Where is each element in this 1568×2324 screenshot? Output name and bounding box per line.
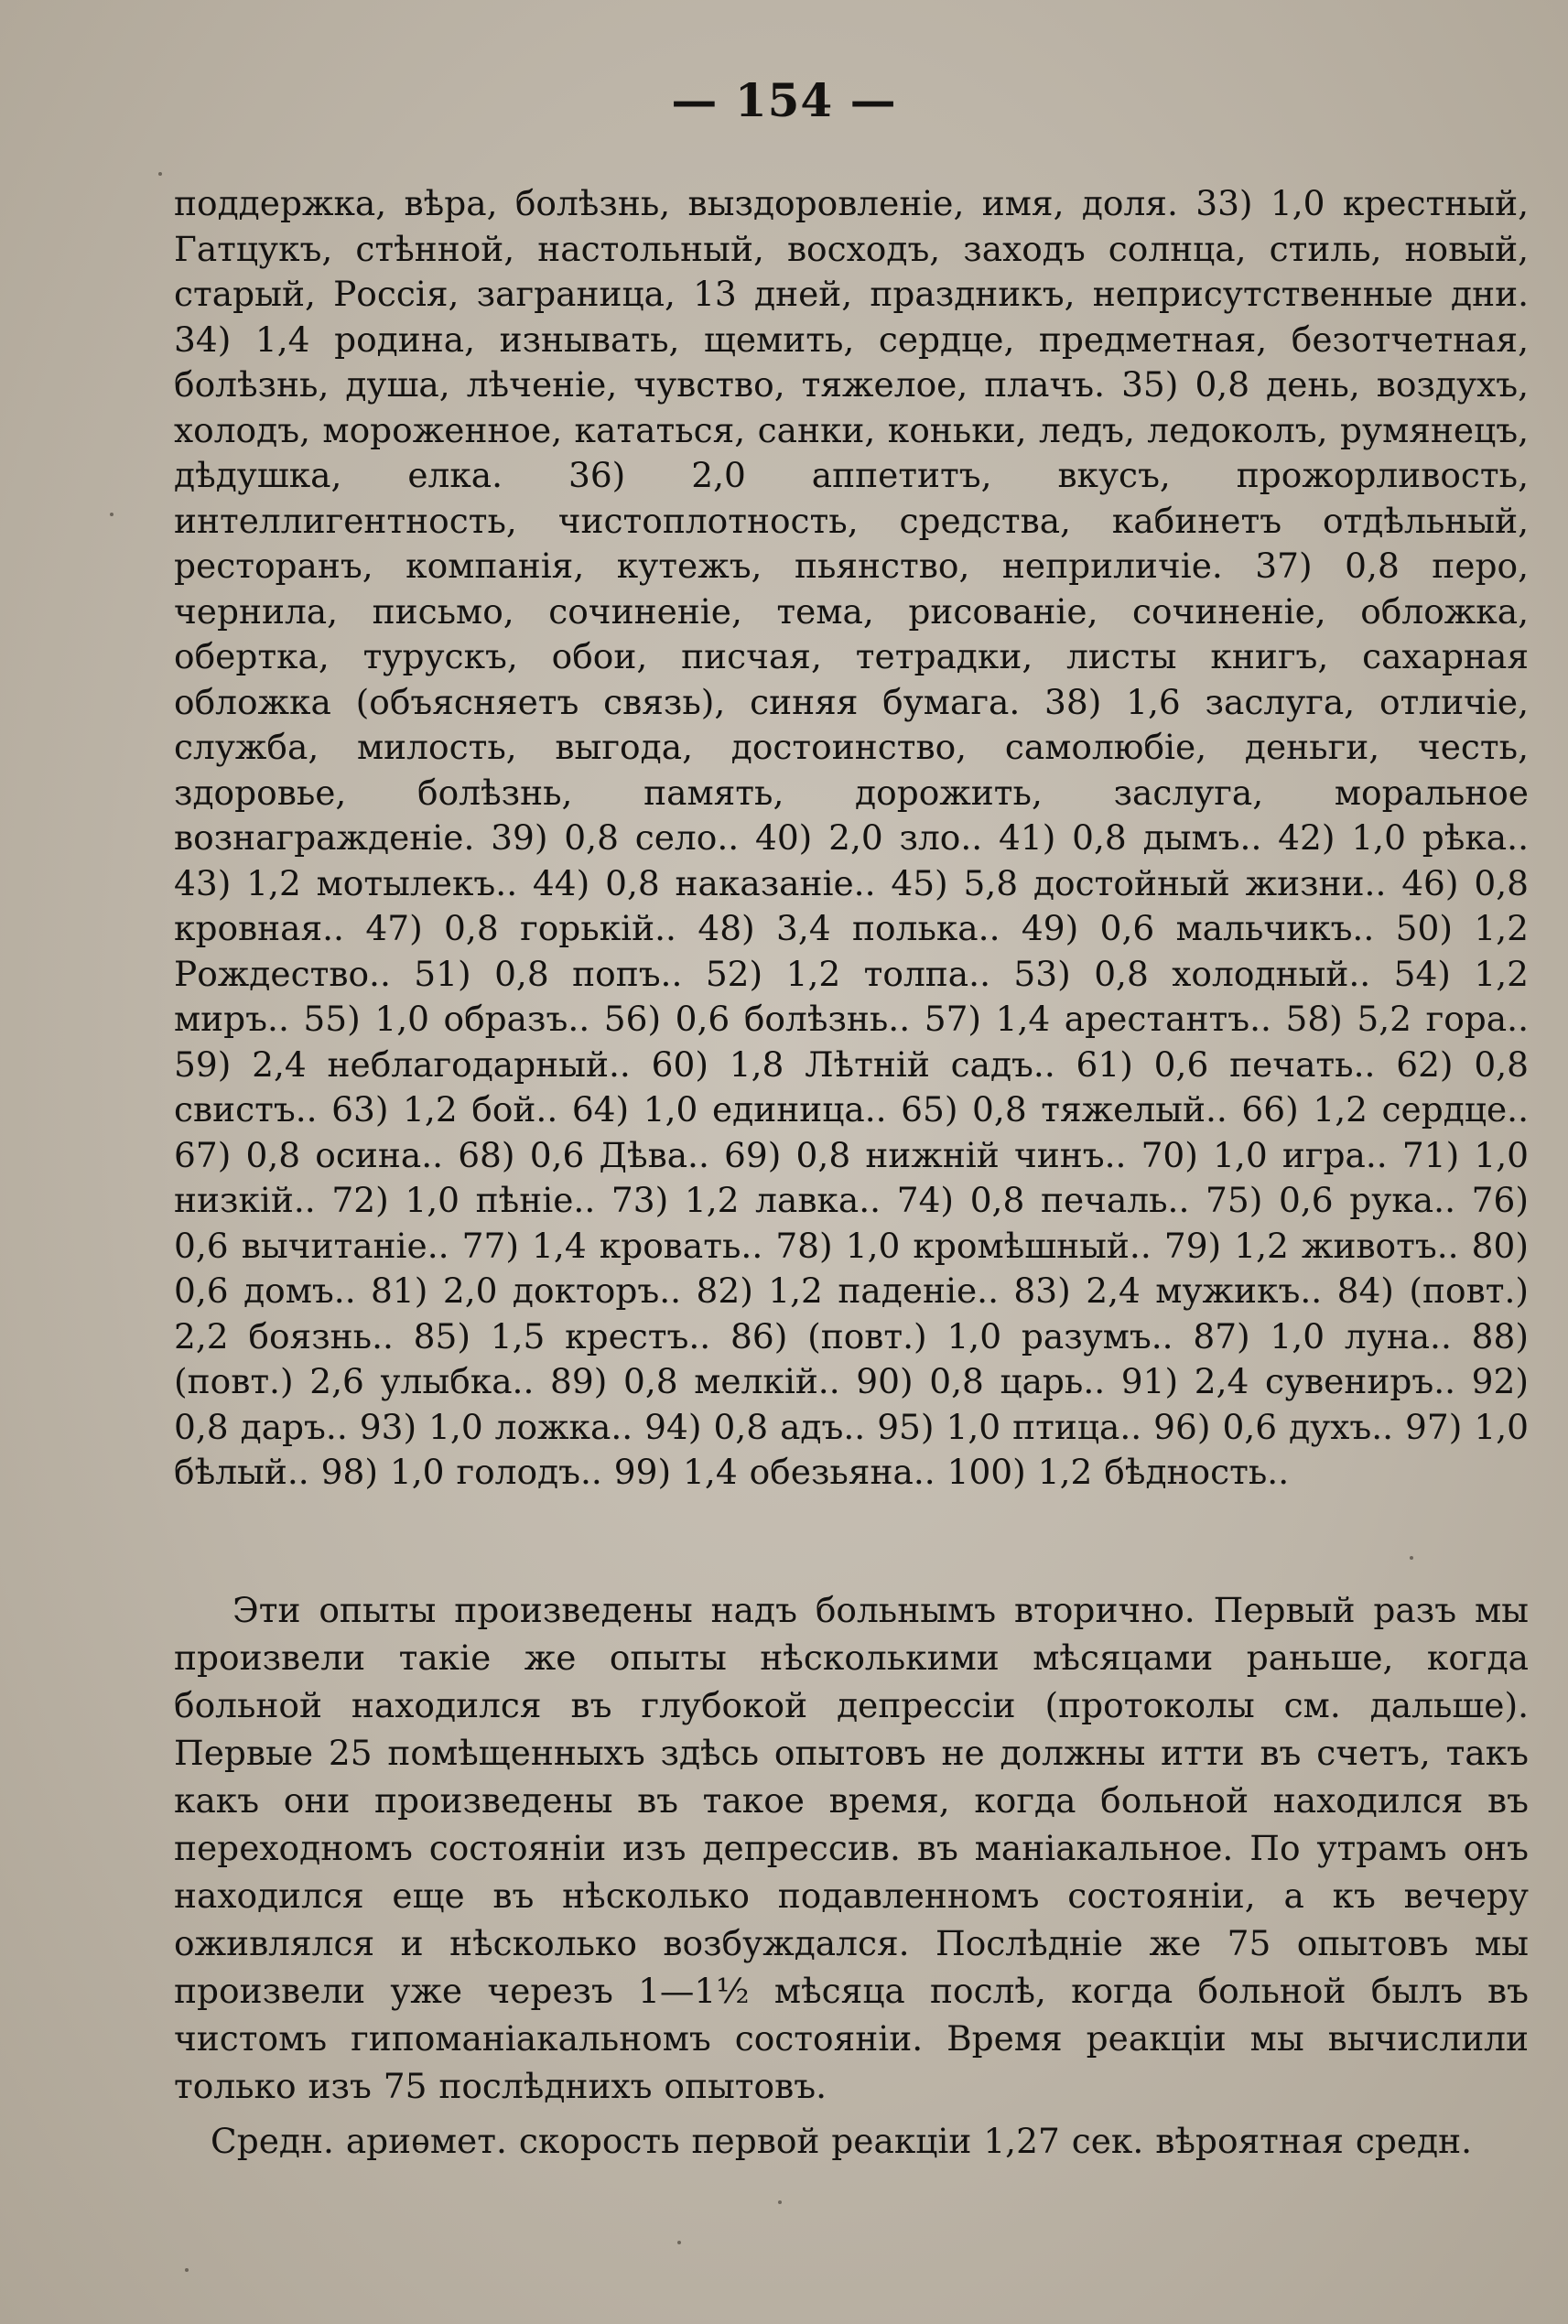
page-number: — 154 — — [671, 73, 897, 127]
paper-speck — [185, 2268, 189, 2272]
reaction-speed-paragraph: Средн. ариѳмет. скорость первой реакціи 1,27 сек. вѣроятная средн. — [211, 2121, 1473, 2161]
association-list-paragraph: поддержка, вѣра, болѣзнь, выздоровленіе, имя, доля. 33) 1,0 крестный, Гатцукъ, стѣнной, настольный, восходъ, заходъ солнца, стиль, новый, старый, Россія, заграница, 13 дней, праздникъ, неприсутственные дни. 34) 1,4 родина, изнывать, щемить, сердце, предметная, безотчетная, болѣзнь, душа, лѣченіе, чувство, тяжелое, плачъ. 35) 0,8 день, воздухъ, холодъ, мороженное, кататься, санки, коньки, ледъ, ледоколъ, румянецъ, дѣдушка, елка. 36) 2,0 аппетитъ, вкусъ, прожорливость, интеллигентность, чистоплотность, средства, кабинетъ отдѣльный, ресторанъ, компанія, кутежъ, пьянство, неприличіе. 37) 0,8 перо, чернила, письмо, сочиненіе, тема, рисованіе, сочиненіе, обложка, обертка, турускъ, обои, писчая, тетрадки, листы книгъ, сахарная обложка (объясняетъ связь), синяя бумага. 38) 1,6 заслуга, отличіе, служба, милость, выгода, достоинство, самолюбіе, деньги, честь, здоровье, болѣзнь, память, дорожить, заслуга, моральное вознагражденіе. 39) 0,8 село.. 40) 2,0 зло.. 41) 0,8 дымъ.. 42) 1,0 рѣка.. 43) 1,2 мотылекъ.. 44) 0,8 наказаніе.. 45) 5,8 достойный жизни.. 46) 0,8 кровная.. 47) 0,8 горькій.. 48) 3,4 полька.. 49) 0,6 мальчикъ.. 50) 1,2 Рождество.. 51) 0,8 попъ.. 52) 1,2 толпа.. 53) 0,8 холодный.. 54) 1,2 миръ.. 55) 1,0 образъ.. 56) 0,6 болѣзнь.. 57) 1,4 арестантъ.. 58) 5,2 гора.. 59) 2,4 неблагодарный.. 60) 1,8 Лѣтній садъ.. 61) 0,6 печать.. 62) 0,8 свистъ.. 63) 1,2 бой.. 64) 1,0 единица.. 65) 0,8 тяжелый.. 66) 1,2 сердце.. 67) 0,8 осина.. 68) 0,6 Дѣва.. 69) 0,8 нижній чинъ.. 70) 1,0 игра.. 71) 1,0 низкій.. 72) 1,0 пѣніе.. 73) 1,2 лавка.. 74) 0,8 печаль.. 75) 0,6 рука.. 76) 0,6 вычитаніе.. 77) 1,4 кровать.. 78) 1,0 кромѣшный.. 79) 1,2 животъ.. 80) 0,6 домъ.. 81) 2,0 докторъ.. 82) 1,2 паденіе.. 83) 2,4 мужикъ.. 84) (повт.) 2,2 боязнь.. 85) 1,5 крестъ.. 86) (повт.) 1,0 разумъ.. 87) 1,0 луна.. 88) (повт.) 2,6 улыбка.. 89) 0,8 мелкій.. 90) 0,8 царь.. 91) 2,4 сувениръ.. 92) 0,8 даръ.. 93) 1,0 ложка.. 94) 0,8 адъ.. 95) 1,0 птица.. 96) 0,6 духъ.. 97) 1,0 бѣлый.. 98) 1,0 голодъ.. 99) 1,4 обезьяна.. 100) 1,2 бѣдность.. — [174, 183, 1529, 1492]
paper-speck — [1410, 1556, 1413, 1560]
paper-speck — [158, 172, 162, 176]
experiment-notes-paragraph: Эти опыты произведены надъ больнымъ вторично. Первый разъ мы произвели такіе же опыты нѣсколькими мѣсяцами раньше, когда больной находился въ глубокой депрессіи (протоколы см. дальше). Первые 25 помѣщенныхъ здѣсь опытовъ не должны итти въ счетъ, такъ какъ они произведены въ такое время, когда больной находился въ переходномъ состояніи изъ депрессив. въ маніакальное. По утрамъ онъ находился еще въ нѣсколько подавленномъ состояніи, а къ вечеру оживлялся и нѣсколько возбуждался. Послѣдніе же 75 опытовъ мы произвели уже черезъ 1—1½ мѣсяца послѣ, когда больной былъ въ чистомъ гипоманіакальномъ состояніи. Время реакціи мы вычислили только изъ 75 послѣднихъ опытовъ. — [174, 1590, 1529, 2106]
paper-speck — [110, 513, 114, 516]
paper-speck — [778, 2200, 782, 2204]
paper-speck — [677, 2241, 681, 2244]
